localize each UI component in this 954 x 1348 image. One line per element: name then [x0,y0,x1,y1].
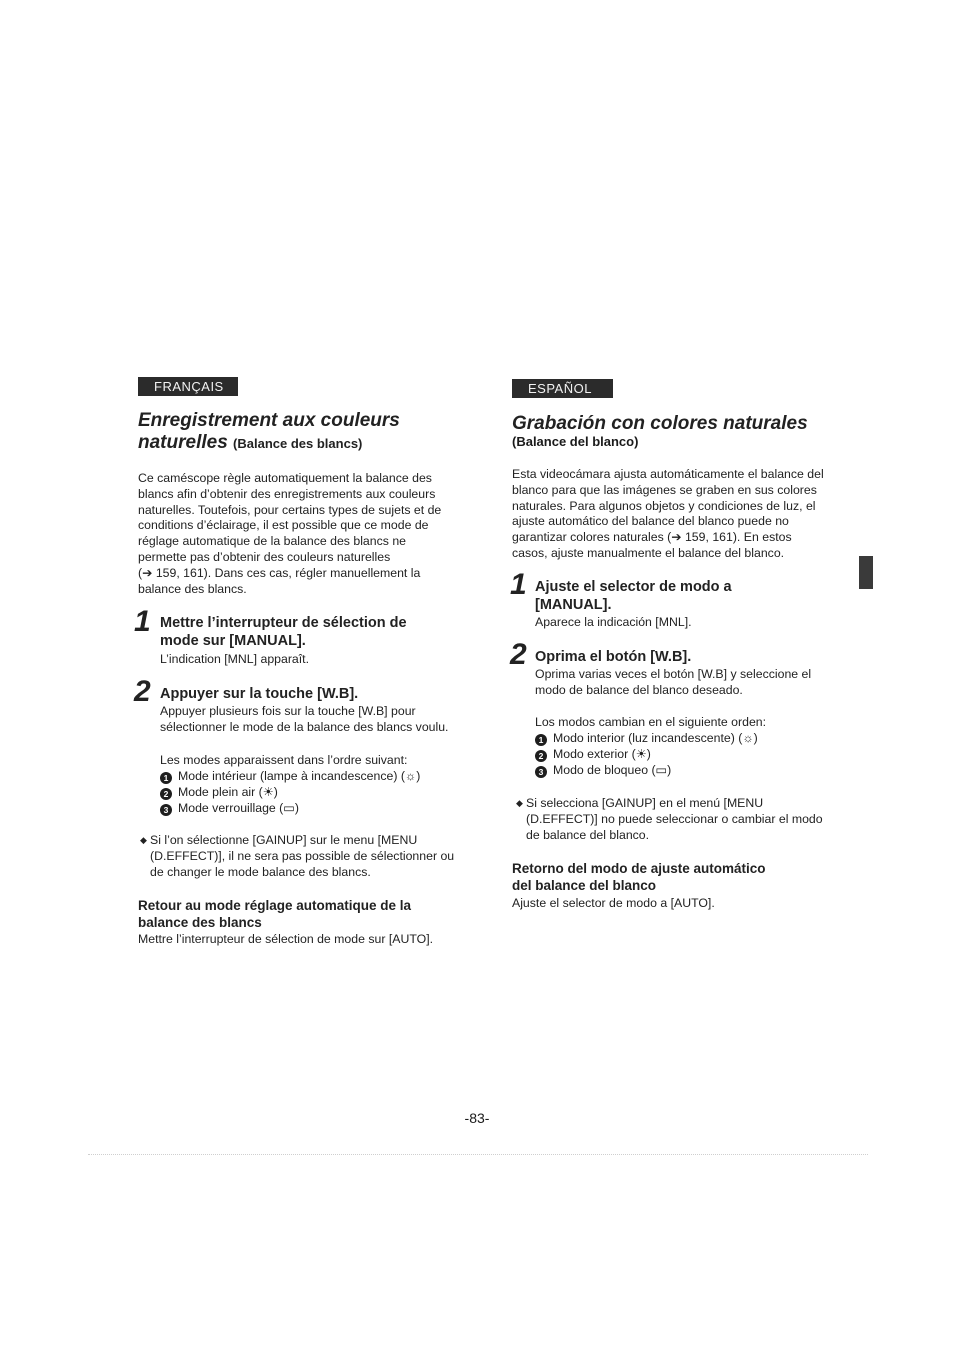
fr-intro-line: permette pas d’obtenir des couleurs naturelles [138,549,391,564]
fr-step1-number: 1 [134,605,151,638]
es-modes-intro: Los modos cambian en el siguiente orden: [535,715,767,729]
es-return-title-line: Retorno del modo de ajuste automático [512,861,766,876]
fr-modes-intro: Les modes apparaissent dans l’ordre suivant: [160,753,408,767]
es-intro [512,467,847,562]
fr-step2-text-line: sélectionner le mode de la balance des blancs voulu. [160,719,449,734]
bullet-diamond-icon: ◆ [140,835,147,845]
es-intro-line: Esta videocámara ajusta automáticamente el balance del [512,467,824,481]
fr-note-line: de changer le mode balance des blancs. [150,864,371,879]
side-section-tab [859,556,873,589]
es-note-line: (D.EFFECT)] no puede seleccionar o cambiar el modo [526,811,823,826]
es-title: Grabación con colores naturales [512,413,808,434]
es-note [516,796,846,843]
fr-intro-line: réglage automatique de la balance des blancs ne [138,534,406,549]
es-step2-text-line: modo de balance del blanco deseado. [535,682,743,697]
es-return-title-line: del balance del blanco [512,878,657,893]
fr-mode-item: 3 Mode verrouillage (▭) [160,801,420,817]
circled-number-icon: 3 [160,804,172,816]
fr-title [138,410,400,455]
es-intro-line: ajuste automático del balance del blanco puede no [512,514,789,529]
fr-intro-line: (➔ 159, 161). Dans ces cas, régler manuellement la [138,565,421,580]
circled-number-icon: 1 [535,734,547,746]
fr-return-text: Mettre l’interrupteur de sélection de mode sur [AUTO]. [138,932,434,946]
fr-mode-item: 1 Mode intérieur (lampe à incandescence) (☼) [160,769,420,785]
es-intro-line: garantizar colores naturales (➔ 159, 161). En estos [512,530,792,545]
es-step1-title [535,578,732,614]
circled-number-icon: 2 [535,750,547,762]
es-step1-number: 1 [510,568,527,601]
es-title-sub: (Balance del blanco) [512,434,639,449]
lang-tag-fr: FRANÇAIS [138,377,238,396]
fr-intro-line: naturelles. Toutefois, pour certains types de sujets et de [138,502,442,517]
fr-note [140,833,470,880]
fr-step2-title: Appuyer sur la touche [W.B]. [160,686,359,702]
fr-step2-text-line: Appuyer plusieurs fois sur la touche [W.B] pour [160,704,416,718]
es-return-text: Ajuste el selector de modo a [AUTO]. [512,896,715,910]
es-intro-line: casos, ajuste manualmente el balance del blanco. [512,545,785,560]
es-step1-title-line: [MANUAL]. [535,597,612,613]
fr-intro-line: balance des blancs. [138,581,247,596]
es-step2-text-line: Oprima varias veces el botón [W.B] y seleccione el [535,667,812,681]
fr-step1-title-line: Mettre l’interrupteur de sélection de [160,615,407,631]
es-step1-text: Aparece la indicación [MNL]. [535,615,692,629]
fr-step1-text: L’indication [MNL] apparaît. [160,652,310,666]
fr-intro-line: Ce caméscope règle automatiquement la balance des [138,471,432,485]
circled-number-icon: 1 [160,772,172,784]
fr-note-line: Si l’on sélectionne [GAINUP] sur le menu [MENU [150,833,418,847]
circled-number-icon: 3 [535,766,547,778]
bottom-divider [88,1154,868,1155]
circled-number-icon: 2 [160,788,172,800]
fr-title-line2: naturelles [138,432,228,453]
fr-step2-number: 2 [134,675,151,708]
es-step2-number: 2 [510,638,527,671]
fr-return-title-line: balance des blancs [138,915,262,930]
fr-step1-title-line: mode sur [MANUAL]. [160,633,306,649]
lang-tag-es: ESPAÑOL [512,379,613,398]
es-modes-list [535,731,758,778]
fr-modes-list [160,769,420,816]
page-number: -83- [464,1110,490,1126]
fr-step2-text [160,704,480,736]
fr-intro-line: blancs afin d’obtenir des enregistrements aux couleurs [138,486,436,501]
fr-mode-item: 2 Mode plein air (☀) [160,785,420,801]
fr-intro [138,471,468,597]
fr-title-line1: Enregistrement aux couleurs [138,410,400,431]
bullet-diamond-icon: ◆ [516,798,523,808]
fr-note-line: (D.EFFECT)], il ne sera pas possible de sélectionner ou [150,848,455,863]
es-intro-line: naturales. Para algunos objetos y condiciones de luz, el [512,498,816,513]
fr-title-sub: (Balance des blancs) [233,436,363,451]
es-intro-line: blanco para que las imágenes se graben en sus colores [512,482,817,497]
fr-return-title-line: Retour au mode réglage automatique de la [138,898,412,913]
es-step2-text [535,667,845,699]
fr-return-title [138,897,411,931]
es-step1-title-line: Ajuste el selector de modo a [535,579,732,595]
fr-step1-title [160,614,407,650]
es-mode-item: 1 Modo interior (luz incandescente) (☼) [535,731,758,747]
es-note-line: Si selecciona [GAINUP] en el menú [MENU [526,796,764,810]
es-return-title [512,860,766,894]
es-step2-title: Oprima el botón [W.B]. [535,649,692,665]
fr-intro-line: conditions d’éclairage, il est possible que ce mode de [138,518,429,533]
es-note-line: de balance del blanco. [526,827,650,842]
es-mode-item: 3 Modo de bloqueo (▭) [535,763,758,779]
es-mode-item: 2 Modo exterior (☀) [535,747,758,763]
